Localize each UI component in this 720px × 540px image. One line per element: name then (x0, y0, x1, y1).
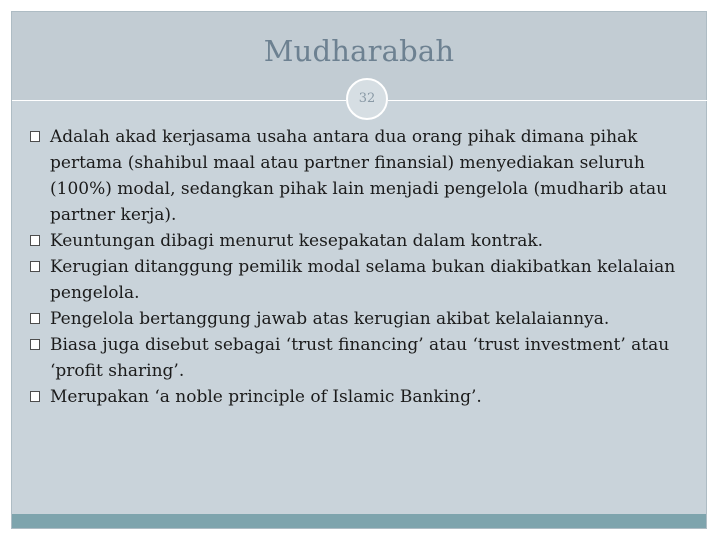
bullet-item (30, 384, 700, 410)
bullet-text: Adalah akad kerjasama usaha antara dua orang pihak dimana pihak pertama (shahibul maal atau partner finansial) menyediakan seluruh (100%) modal, sedangkan pihak lain menjadi pengelola (mudharib atau partner kerja). (50, 127, 668, 225)
square-bullet-icon (30, 131, 40, 142)
title-divider-left (12, 100, 346, 101)
bullet-text: Merupakan ‘a noble principle of Islamic Banking’. (50, 387, 482, 407)
square-bullet-icon (30, 339, 40, 350)
bullet-item (30, 306, 700, 332)
title-divider-right (388, 100, 708, 101)
bullet-text: Pengelola bertanggung jawab atas kerugian akibat kelalaiannya. (50, 309, 610, 329)
square-bullet-icon (30, 235, 40, 246)
bullet-list (30, 124, 700, 410)
bullet-item (30, 124, 700, 228)
bullet-text: Keuntungan dibagi menurut kesepakatan dalam kontrak. (50, 231, 544, 251)
slide-title: Mudharabah (263, 34, 455, 68)
bullet-text: Biasa juga disebut sebagai ‘trust financing’ atau ‘trust investment’ atau ‘profit sharing’. (50, 335, 670, 381)
bullet-item (30, 332, 700, 384)
square-bullet-icon (30, 391, 40, 402)
square-bullet-icon (30, 313, 40, 324)
slide-panel (11, 11, 707, 529)
bullet-item (30, 228, 700, 254)
footer-bar (12, 514, 706, 528)
slide-number-badge: 32 (346, 78, 388, 120)
bullet-item (30, 254, 700, 306)
bullet-text: Kerugian ditanggung pemilik modal selama bukan diakibatkan kelalaian pengelola. (50, 257, 676, 303)
square-bullet-icon (30, 261, 40, 272)
